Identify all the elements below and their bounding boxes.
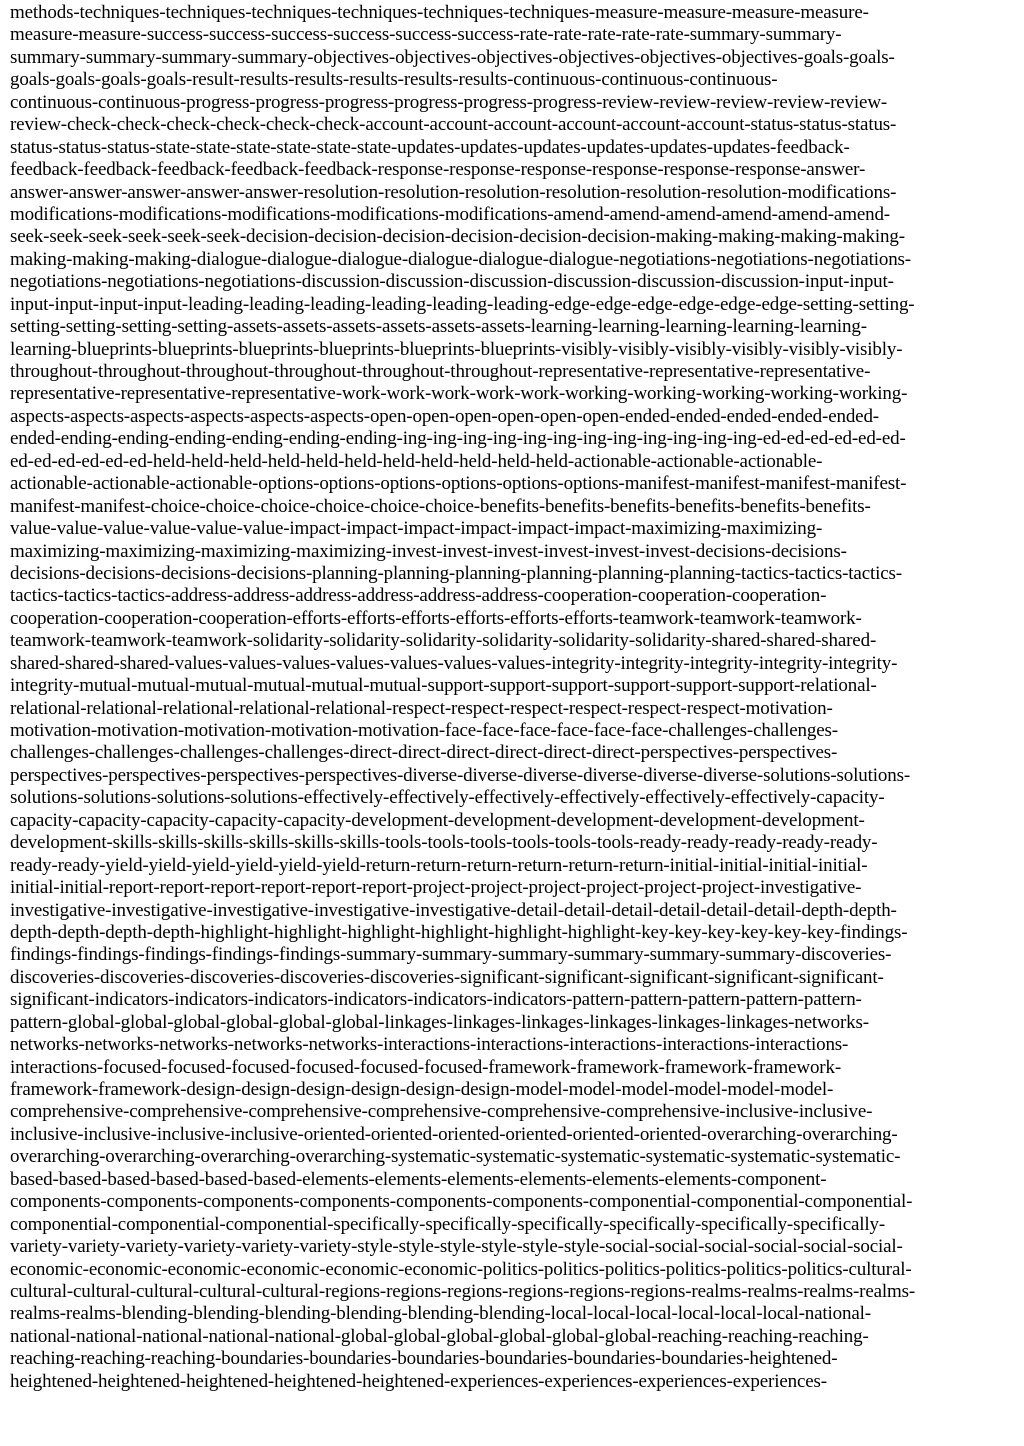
text-line: maximizing-maximizing-maximizing-maximizing-invest-invest-invest-invest-invest-invest-decisions-decisions- <box>10 540 847 562</box>
text-line: aspects-aspects-aspects-aspects-aspects-aspects-open-open-open-open-open-open-ended-ended-ended-ended-ended- <box>10 405 879 427</box>
text-line: feedback-feedback-feedback-feedback-feedback-response-response-response-response-response-response-answer- <box>10 159 866 181</box>
text-line: manifest-manifest-choice-choice-choice-choice-choice-choice-benefits-benefits-benefits-benefits-benefits-benefits- <box>10 495 871 517</box>
text-line: teamwork-teamwork-teamwork-solidarity-solidarity-solidarity-solidarity-solidarity-solidarity-shared-shared-shared- <box>10 630 877 652</box>
text-line: motivation-motivation-motivation-motivation-motivation-face-face-face-face-face-face-challenges-challenges- <box>10 720 838 741</box>
text-line: national-national-national-national-national-global-global-global-global-global-global-reaching-reaching-reaching- <box>10 1325 869 1347</box>
text-line: discoveries-discoveries-discoveries-discoveries-discoveries-significant-significant-significant-significant-significant- <box>10 966 884 988</box>
text-line: status-status-status-state-state-state-state-state-state-updates-updates-updates-updates-updates-updates-feedback- <box>10 136 850 158</box>
document-page <box>10 2 1018 1393</box>
text-line: measure-measure-success-success-success-success-success-success-rate-rate-rate-rate-rate-summary-summary- <box>10 24 842 46</box>
text-line: realms-realms-blending-blending-blending-blending-blending-blending-local-local-local-local-local-local-national- <box>10 1303 871 1325</box>
text-line: inclusive-inclusive-inclusive-inclusive-oriented-oriented-oriented-oriented-oriented-oriented-overarching-overarching- <box>10 1123 898 1145</box>
text-line: methods-techniques-techniques-techniques-techniques-techniques-techniques-measure-measure-measure-measure- <box>10 2 869 23</box>
text-line: framework-framework-design-design-design-design-design-design-model-model-model-model-model-model- <box>10 1079 834 1100</box>
text-line: findings-findings-findings-findings-findings-summary-summary-summary-summary-summary-summary-discoveries- <box>10 944 892 966</box>
text-line: perspectives-perspectives-perspectives-perspectives-diverse-diverse-diverse-diverse-diverse-diverse-solutions-solutions- <box>10 764 910 786</box>
text-line: seek-seek-seek-seek-seek-seek-decision-decision-decision-decision-decision-decision-making-making-making-making- <box>10 226 905 248</box>
text-line: overarching-overarching-overarching-overarching-systematic-systematic-systematic-systematic-systematic-systematic- <box>10 1146 901 1168</box>
text-line: solutions-solutions-solutions-solutions-effectively-effectively-effectively-effectively-effectively-effectively-capacity- <box>10 787 885 809</box>
text-line: setting-setting-setting-setting-assets-assets-assets-assets-assets-assets-learning-learning-learning-learning-learning- <box>10 316 867 338</box>
text-line: actionable-actionable-actionable-options-options-options-options-options-options-manifest-manifest-manifest-manifest- <box>10 473 907 495</box>
text-line: investigative-investigative-investigative-investigative-investigative-detail-detail-detail-detail-detail-detail-depth-depth- <box>10 899 897 921</box>
text-line: initial-initial-report-report-report-report-report-report-project-project-project-project-project-project-investigative- <box>10 877 862 899</box>
text-line: answer-answer-answer-answer-answer-resolution-resolution-resolution-resolution-resolution-resolution-modifications- <box>10 181 897 203</box>
text-line: challenges-challenges-challenges-challenges-direct-direct-direct-direct-direct-direct-perspectives-perspectives- <box>10 742 838 764</box>
text-line: summary-summary-summary-summary-objectives-objectives-objectives-objectives-objectives-objectives-goals-goals- <box>10 46 895 68</box>
text-line: cultural-cultural-cultural-cultural-cultural-regions-regions-regions-regions-regions-regions-realms-realms-realms-realms- <box>10 1280 916 1302</box>
text-line: representative-representative-representative-work-work-work-work-work-working-working-working-working-working- <box>10 383 908 405</box>
text-line: development-skills-skills-skills-skills-skills-skills-tools-tools-tools-tools-tools-tools-ready-ready-ready-ready-ready- <box>10 832 878 854</box>
text-line: making-making-making-dialogue-dialogue-dialogue-dialogue-dialogue-dialogue-negotiations-negotiations-negotiations- <box>10 248 911 270</box>
text-line: ready-ready-yield-yield-yield-yield-yield-yield-return-return-return-return-return-return-initial-initial-initial-initial- <box>10 854 868 876</box>
text-line: ended-ending-ending-ending-ending-ending-ending-ing-ing-ing-ing-ing-ing-ing-ing-ing-ing-ing-ing-ed-ed-ed-ed-ed-ed- <box>10 428 906 450</box>
text-line: integrity-mutual-mutual-mutual-mutual-mutual-mutual-support-support-support-support-support-support-relational- <box>10 675 877 697</box>
text-line: significant-indicators-indicators-indicators-indicators-indicators-indicators-pattern-pattern-pattern-pattern-pattern- <box>10 989 862 1011</box>
text-line: throughout-throughout-throughout-throughout-throughout-throughout-representative-representative-representative- <box>10 361 871 382</box>
text-line: review-check-check-check-check-check-check-account-account-account-account-account-account-status-status-status- <box>10 114 897 136</box>
text-line: value-value-value-value-value-value-impact-impact-impact-impact-impact-impact-maximizing-maximizing- <box>10 518 823 540</box>
text-line: shared-shared-shared-values-values-values-values-values-values-values-integrity-integrity-integrity-integrity-integrity- <box>10 652 898 674</box>
text-line: modifications-modifications-modifications-modifications-modifications-amend-amend-amend-amend-amend-amend- <box>10 203 890 225</box>
text-line: based-based-based-based-based-based-elements-elements-elements-elements-elements-elements-component- <box>10 1168 827 1190</box>
text-line: economic-economic-economic-economic-economic-economic-politics-politics-politics-politics-politics-politics-cultural- <box>10 1258 912 1280</box>
text-line: components-components-components-components-components-components-componential-componential-componential- <box>10 1191 913 1213</box>
text-line: tactics-tactics-tactics-address-address-address-address-address-address-cooperation-cooperation-cooperation- <box>10 585 827 607</box>
text-line: negotiations-negotiations-negotiations-discussion-discussion-discussion-discussion-discussion-discussion-input-input- <box>10 271 894 293</box>
text-line: depth-depth-depth-depth-highlight-highlight-highlight-highlight-highlight-highlight-key-key-key-key-key-key-findings- <box>10 921 908 943</box>
text-line: decisions-decisions-decisions-decisions-planning-planning-planning-planning-planning-planning-tactics-tactics-tactics- <box>10 562 902 584</box>
text-line: comprehensive-comprehensive-comprehensive-comprehensive-comprehensive-comprehensive-inclusive-inclusive- <box>10 1101 873 1123</box>
text-line: capacity-capacity-capacity-capacity-capacity-development-development-development-development-development- <box>10 809 865 831</box>
text-line: learning-blueprints-blueprints-blueprints-blueprints-blueprints-blueprints-visibly-visibly-visibly-visibly-visibly-visibly- <box>10 338 903 360</box>
text-line: componential-componential-componential-specifically-specifically-specifically-specifically-specifically-specifically- <box>10 1213 886 1235</box>
text-line: ed-ed-ed-ed-ed-ed-held-held-held-held-held-held-held-held-held-held-held-actionable-actionable-actionable- <box>10 450 823 472</box>
text-line: variety-variety-variety-variety-variety-variety-style-style-style-style-style-style-social-social-social-social-social-social- <box>10 1236 903 1258</box>
text-line: networks-networks-networks-networks-networks-interactions-interactions-interactions-interactions-interactions- <box>10 1034 849 1056</box>
text-line: goals-goals-goals-goals-result-results-results-results-results-results-continuous-continuous-continuous- <box>10 69 778 91</box>
text-line: cooperation-cooperation-cooperation-efforts-efforts-efforts-efforts-efforts-efforts-teamwork-teamwork-teamwork- <box>10 607 862 629</box>
text-line: heightened-heightened-heightened-heightened-heightened-experiences-experiences-experiences-experiences- <box>10 1370 827 1392</box>
text-line: input-input-input-input-leading-leading-leading-leading-leading-leading-edge-edge-edge-edge-edge-edge-setting-setting- <box>10 293 915 315</box>
text-line: pattern-global-global-global-global-global-global-linkages-linkages-linkages-linkages-linkages-linkages-networks- <box>10 1011 869 1033</box>
text-line: reaching-reaching-reaching-boundaries-boundaries-boundaries-boundaries-boundaries-boundaries-heightened- <box>10 1348 838 1370</box>
text-line: continuous-continuous-progress-progress-progress-progress-progress-progress-review-review-review-review-review- <box>10 91 888 113</box>
text-line: relational-relational-relational-relational-relational-respect-respect-respect-respect-respect-respect-motivation- <box>10 697 833 719</box>
text-line: interactions-focused-focused-focused-focused-focused-focused-framework-framework-framework-framework- <box>10 1056 841 1078</box>
